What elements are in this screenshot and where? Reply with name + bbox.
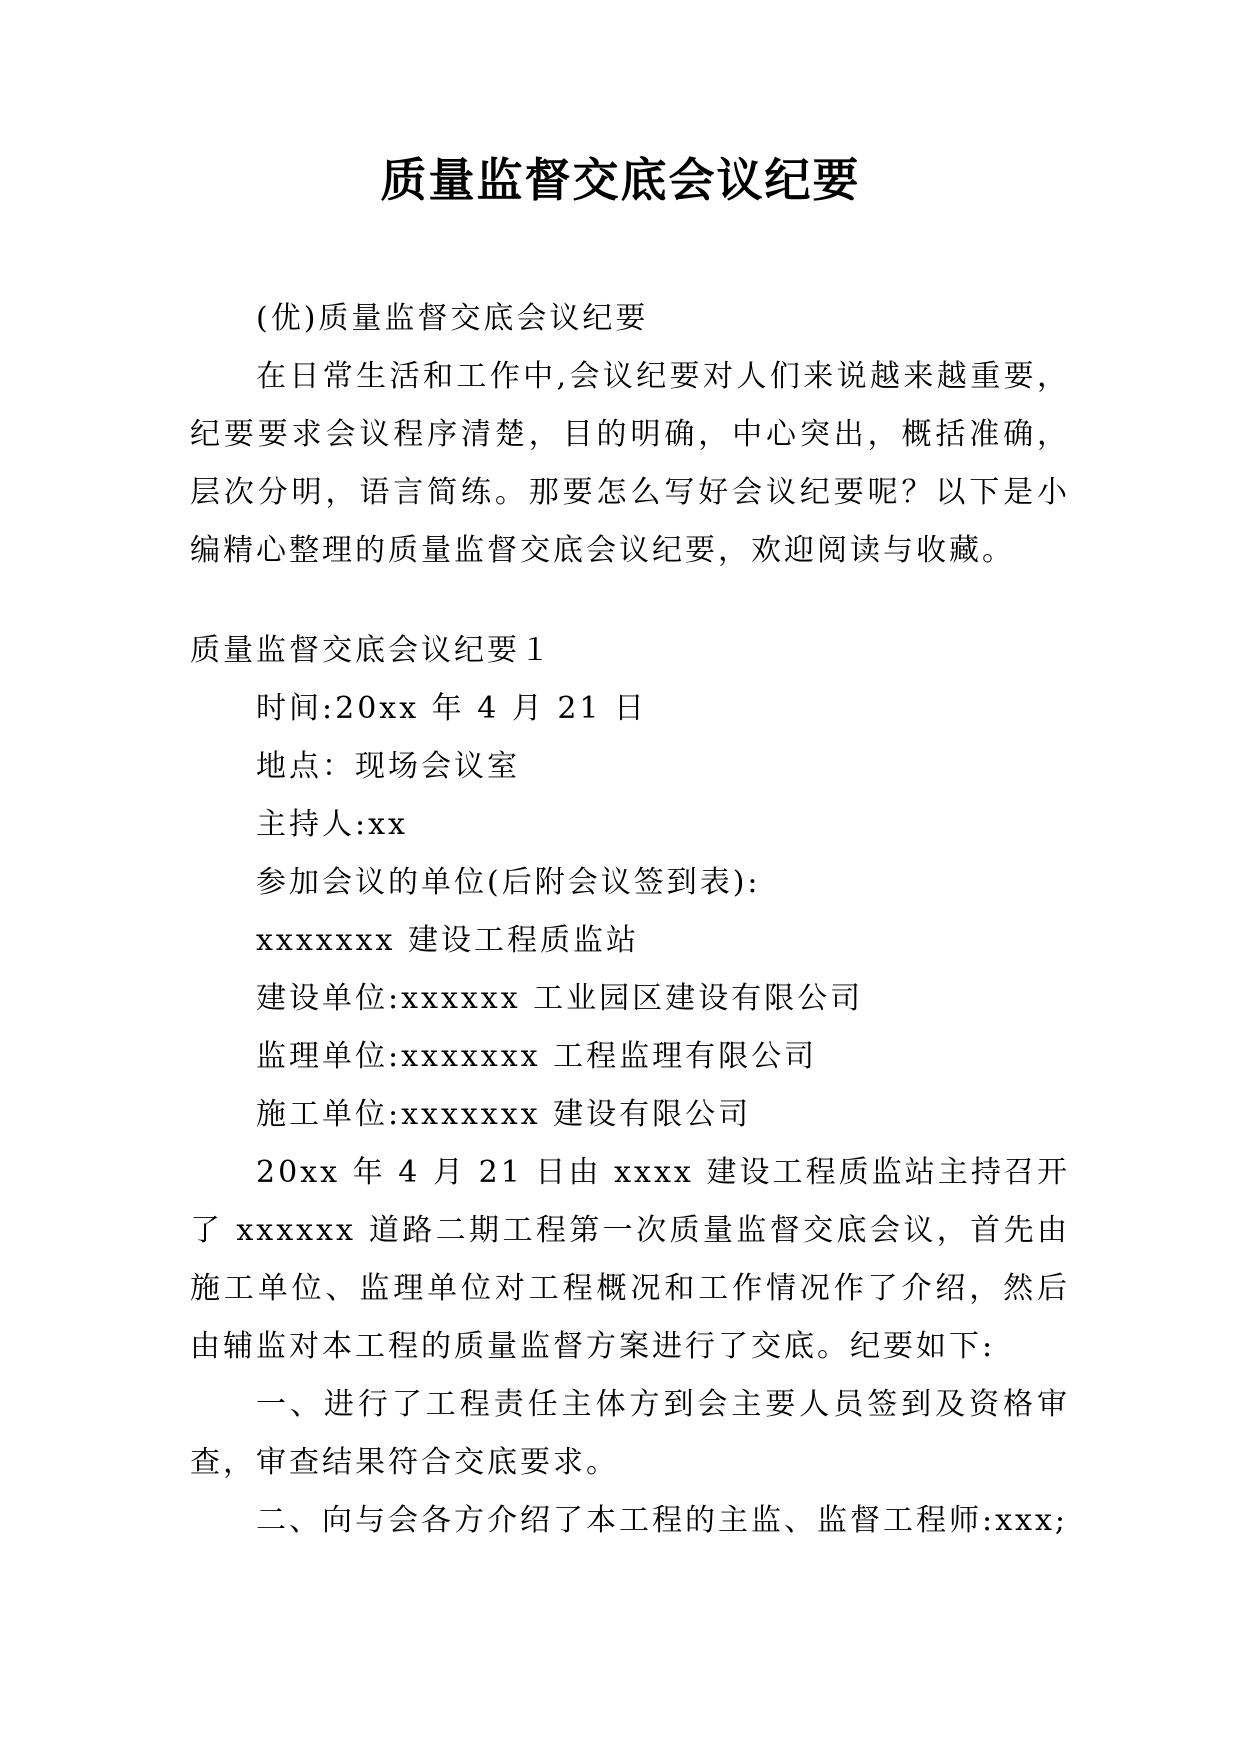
quality-station: xxxxxxx 建设工程质监站 (256, 923, 639, 958)
section-heading: 质量监督交底会议纪要１ (190, 633, 553, 668)
meeting-host: 主持人:xx (256, 807, 408, 842)
meeting-time: 时间:20xx 年 4 月 21 日 (256, 691, 648, 726)
attending-units-label: 参加会议的单位(后附会议签到表): (256, 865, 761, 900)
document-body (190, 290, 1070, 1550)
construction-owner: 建设单位:xxxxxx 工业园区建设有限公司 (256, 981, 864, 1016)
intro-paragraph: 在日常生活和工作中,会议纪要对人们来说越来越重要，纪要要求会议程序清楚，目的明确，中心突出，概括准确，层次分明，语言简练。那要怎么写好会议纪要呢？以下是小编精心整理的质量监督交底会议纪要，欢迎阅读与收藏。 (190, 359, 1070, 568)
meeting-summary-paragraph: 20xx 年 4 月 21 日由 xxxx 建设工程质监站主持召开了 xxxxxx 道路二期工程第一次质量监督交底会议，首先由施工单位、监理单位对工程概况和工作情况作了介绍，然后由辅监对本工程的质量监督方案进行了交底。纪要如下: (190, 1155, 1070, 1364)
supervision-unit: 监理单位:xxxxxxx 工程监理有限公司 (256, 1039, 818, 1074)
minutes-item-2: 二、向与会各方介绍了本工程的主监、监督工程师:xxx; (256, 1503, 1068, 1538)
contractor-unit: 施工单位:xxxxxxx 建设有限公司 (256, 1097, 752, 1132)
section-spacer (190, 580, 1070, 622)
minutes-item-1: 一、进行了工程责任主体方到会主要人员签到及资格审查，审查结果符合交底要求。 (190, 1387, 1070, 1480)
meeting-location: 地点：现场会议室 (256, 749, 520, 784)
document-title: 质量监督交底会议纪要 (380, 153, 861, 207)
intro-subtitle: (优)质量监督交底会议纪要 (256, 301, 649, 336)
